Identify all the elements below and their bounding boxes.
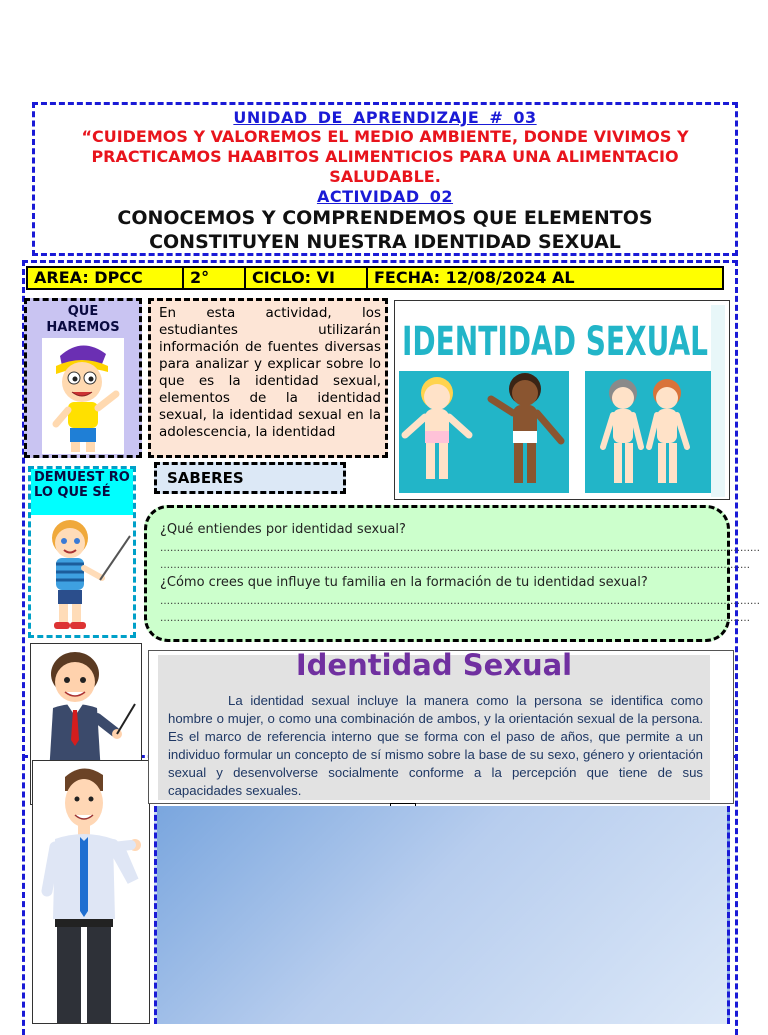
date-cell: FECHA: 12/08/2024 AL (374, 268, 575, 287)
banner-title: IDENTIDAD SEXUAL (402, 319, 708, 365)
area-cell: AREA: DPCC (28, 268, 184, 288)
question-2: ¿Cómo crees que influye tu familia en la formación de tu identidad sexual? (160, 575, 648, 590)
answer-line[interactable]: …………………………………………………………………………………………………………………………………………………………… (160, 560, 750, 571)
answer-line[interactable]: …………………………………………………………………………………………………………………………………………………………… (160, 613, 750, 624)
activity-description: En esta actividad, los estudiantes utilizarán información de fuentes diversas para analizar y explicar sobre lo que es la identidad sexual, elementos de la identidad sexual, la identidad sexual en la adolescencia, la identidad (159, 305, 381, 440)
unit-title: UNIDAD DE APRENDIZAJE # 03 (233, 108, 537, 127)
answer-line[interactable]: ……………………………………………………………………………………………………………………………………………………………… (160, 543, 760, 554)
definition-text: La identidad sexual incluye la manera como la persona se identifica como hombre o mujer, o como una combinación de ambos, y la orientación sexual de la persona. Es el marco de referencia interno que se forma con el paso de años, que permite a un individuo formular un concepto de sí mismo sobre la base de su sexo, género y orientación sexual y desenvolverse socialmente conforme a la percepción que tiene de sus capacidades sexuales. (168, 693, 703, 798)
blue-content-area (154, 806, 730, 1024)
activity-number: ACTIVIDAD 02 (316, 187, 454, 206)
identidad-sexual-banner (394, 300, 730, 500)
answer-line[interactable]: ……………………………………………………………………………………………………………………………………………………………… (160, 596, 760, 607)
boy-pointing-illustration (42, 338, 124, 454)
saberes-label: SABERES (154, 462, 346, 494)
que-haremos-label: QUE HAREMOS (46, 304, 120, 335)
demuestro-label: DEMUEST RO LO QUE SÉ (34, 470, 130, 500)
unit-theme: “CUIDEMOS Y VALOREMOS EL MEDIO AMBIENTE, DONDE VIVIMOS Y PRACTICAMOS HAABITOS ALIMENTICIOS PARA UNA ALIMENTACIO SALUDABLE. (81, 127, 689, 186)
cycle-cell: CICLO: VI (246, 268, 368, 288)
info-bar (26, 266, 724, 290)
boy-with-pointer-illustration (36, 516, 132, 634)
activity-title: CONOCEMOS Y COMPRENDEMOS QUE ELEMENTOS CONSTITUYEN NUESTRA IDENTIDAD SEXUAL (117, 207, 653, 253)
activity-description-box (148, 298, 388, 458)
grade-cell: 2° (184, 268, 246, 288)
question-1: ¿Qué entiendes por identidad sexual? (160, 522, 406, 537)
teacher-presenting-illustration (32, 760, 150, 1024)
definition-title: Identidad Sexual (295, 648, 573, 682)
